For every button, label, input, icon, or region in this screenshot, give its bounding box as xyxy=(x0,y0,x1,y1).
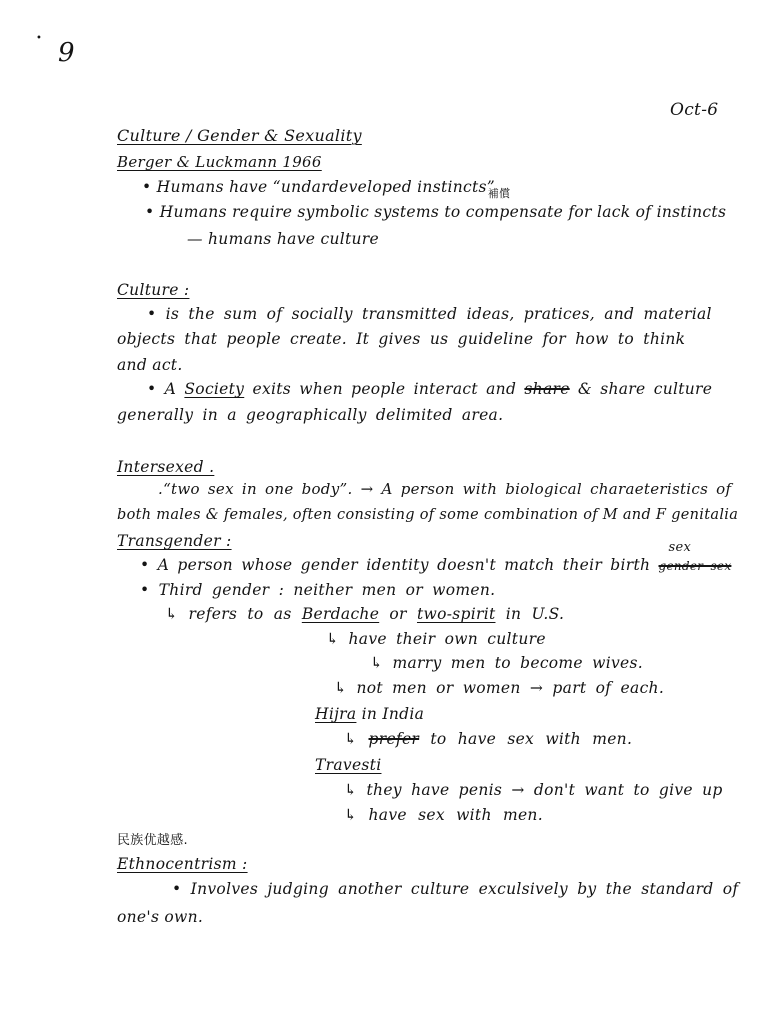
berdache-line-1: ↳ have their own culture xyxy=(326,630,546,648)
ethnocentrism-line-1: • Involves judging another culture exculsively by the standard of xyxy=(172,880,739,898)
ethnocentrism-annotation: 民族优越感. xyxy=(117,833,188,848)
title: Culture / Gender & Sexuality xyxy=(117,126,362,145)
culture-line-4-pre: • A xyxy=(147,380,185,398)
berdache-line-2: ↳ marry men to become wives. xyxy=(370,654,643,672)
sub-humans-have-culture: — humans have culture xyxy=(187,230,379,248)
transgender-line-3-post: in U.S. xyxy=(495,605,565,623)
travesti-heading: Travesti xyxy=(315,756,382,774)
bullet-undeveloped-instincts: • Humans have “undardeveloped instincts” xyxy=(142,178,496,196)
ethnocentrism-heading: Ethnocentrism : xyxy=(117,855,248,873)
travesti-line-2: ↳ have sex with men. xyxy=(344,806,543,824)
compensate-word xyxy=(465,187,564,221)
transgender-line-2: • Third gender : neither men or women. xyxy=(140,581,496,599)
intersexed-line-2: both males & females, often consisting of some combination of M and F genitalia xyxy=(117,507,739,523)
culture-line-2: objects that people create. It gives us guideline for how to think xyxy=(117,330,686,348)
intersexed-heading: Intersexed . xyxy=(117,458,215,476)
sex-annotation: sex xyxy=(668,540,692,555)
culture-line-4-post: & share culture xyxy=(569,380,713,398)
culture-line-1: • is the sum of socially transmitted ideas, pratices, and material xyxy=(147,305,712,323)
transgender-line-1 xyxy=(140,540,732,574)
bullet-symbolic-systems-post: for lack of instincts xyxy=(563,203,727,221)
berdache-line-3: ↳ not men or women → part of each. xyxy=(334,679,665,697)
two-spirit-word: two-spirit xyxy=(416,605,496,623)
culture-line-4 xyxy=(147,382,712,398)
compensate-annotation: 補償 xyxy=(487,187,511,200)
hijra-sub xyxy=(344,732,632,748)
hijra-sub-pre: ↳ xyxy=(344,730,369,748)
bullet-symbolic-systems xyxy=(145,187,727,221)
bullet-symbolic-systems-pre: • Humans require symbolic systems to xyxy=(145,203,466,221)
date: Oct-6 xyxy=(670,100,719,120)
transgender-line-3-pre: ↳ refers to as xyxy=(165,605,302,623)
hijra-word: Hijra xyxy=(315,705,357,723)
culture-heading: Culture : xyxy=(117,281,190,299)
intersexed-line-1: .“two sex in one body”. → A person with biological charaeteristics of xyxy=(158,480,732,498)
corner-dot: • xyxy=(36,33,43,44)
struck-prefer: prefer xyxy=(368,730,420,748)
transgender-line-3-mid: or xyxy=(379,605,417,623)
society-word: Society xyxy=(184,380,245,398)
culture-line-4-mid: exits when people interact and xyxy=(244,380,525,398)
transgender-line-1-pre: • A person whose gender identity doesn't match their birth xyxy=(140,556,659,574)
struck-share: share xyxy=(524,380,570,398)
berdache-word: Berdache xyxy=(301,605,380,623)
birth-sex-word xyxy=(658,540,732,574)
compensate-text: compensate xyxy=(465,203,564,221)
travesti-line-1: ↳ they have penis → don't want to give up xyxy=(344,781,723,799)
struck-gender: gender sex xyxy=(658,559,732,573)
page-number: 9 xyxy=(58,38,75,68)
reference: Berger & Luckmann 1966 xyxy=(117,153,322,171)
hijra-line xyxy=(315,707,424,723)
culture-line-3: and act. xyxy=(117,356,183,374)
transgender-line-3 xyxy=(165,607,564,623)
hijra-post: in India xyxy=(356,705,425,723)
hijra-sub-post: to have sex with men. xyxy=(419,730,633,748)
culture-line-5: generally in a geographically delimited area. xyxy=(117,406,504,424)
ethnocentrism-line-2: one's own. xyxy=(117,908,204,926)
transgender-heading: Transgender : xyxy=(117,532,232,550)
